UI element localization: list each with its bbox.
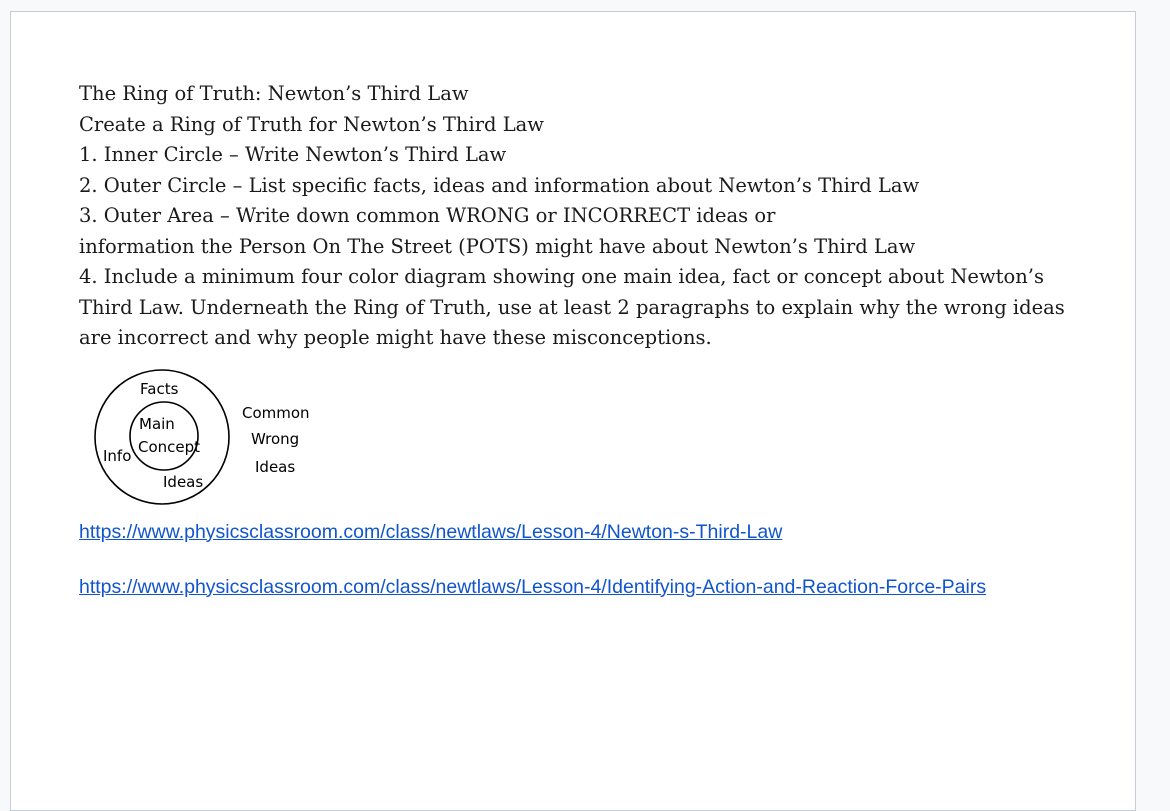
instruction-item-3: 3. Outer Area – Write down common WRONG or INCORRECT ideas or <box>79 204 776 227</box>
label-ideas: Ideas <box>163 472 204 491</box>
instruction-item-3-continued: information the Person On The Street (POTS) might have about Newton’s Third Law <box>79 234 916 258</box>
physics-classroom-third-law-link[interactable]: https://www.physicsclassroom.com/class/newtlaws/Lesson-4/Newton-s-Third-Law <box>79 520 783 543</box>
document-body <box>79 79 1099 599</box>
ring-of-truth-diagram <box>94 366 324 508</box>
document-page <box>10 11 1136 811</box>
label-concept: Concept <box>138 437 201 456</box>
physics-classroom-force-pairs-link[interactable]: https://www.physicsclassroom.com/class/newtlaws/Lesson-4/Identifying-Action-and-Reaction-Force-Pairs <box>79 575 987 598</box>
label-ideas-outer: Ideas <box>255 457 296 476</box>
label-wrong: Wrong <box>251 429 300 448</box>
instruction-item-2: 2. Outer Circle – List specific facts, ideas and information about Newton’s Third Law <box>79 173 920 197</box>
label-facts: Facts <box>140 379 179 398</box>
label-common: Common <box>242 403 310 422</box>
document-title: The Ring of Truth: Newton’s Third Law <box>79 82 469 105</box>
instruction-item-1: 1. Inner Circle – Write Newton’s Third Law <box>79 143 507 166</box>
instruction-line: Create a Ring of Truth for Newton’s Third Law <box>79 112 544 136</box>
label-info: Info <box>103 446 132 465</box>
label-main: Main <box>139 414 175 433</box>
instruction-item-4: 4. Include a minimum four color diagram showing one main idea, fact or concept about Newton’s Third Law. Underneath the Ring of Truth, use at least 2 paragraphs to explain why the wrong ideas are incorrect and why people might have these misconceptions. <box>79 265 1065 349</box>
inner-ring <box>130 402 201 470</box>
